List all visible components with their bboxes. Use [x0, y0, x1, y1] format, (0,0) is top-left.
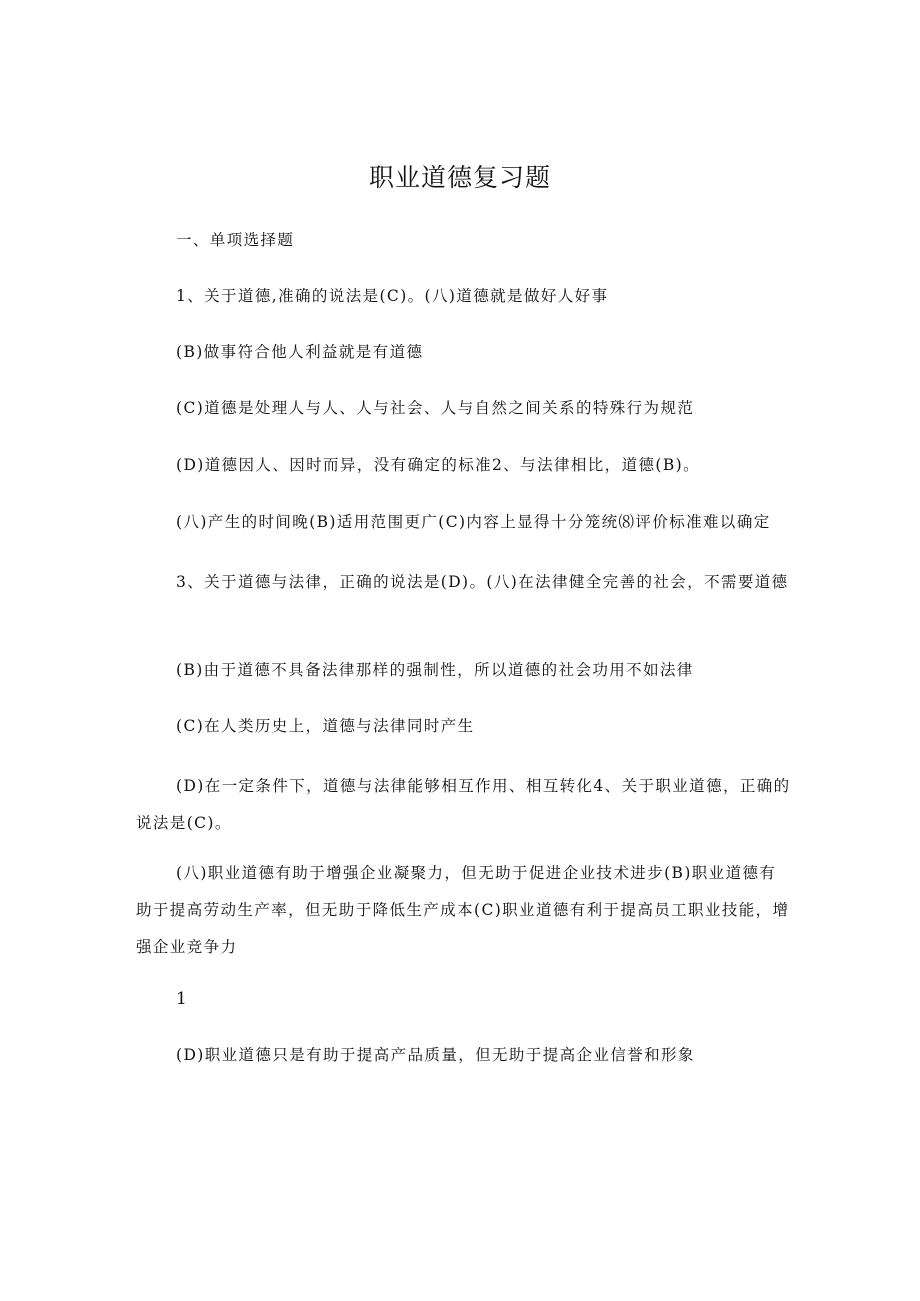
- question-3-option-b: (B)由于道德不具备法律那样的强制性，所以道德的社会功用不如法律: [176, 661, 694, 679]
- question-1-option-c: (C)道德是处理人与人、人与社会、人与自然之间关系的特殊行为规范: [176, 399, 695, 417]
- question-3-line: 3、关于道德与法律，正确的说法是(D)。(八)在法律健全完善的社会，不需要道德: [176, 573, 789, 591]
- question-3-option-c: (C)在人类历史上，道德与法律同时产生: [176, 717, 475, 735]
- question-4-option-d: (D)职业道德只是有助于提高产品质量，但无助于提高企业信誉和形象: [176, 1046, 695, 1064]
- section-heading: 一、单项选择题: [176, 231, 295, 249]
- question-1-line: 1、关于道德,准确的说法是(C)。(八)道德就是做好人好事: [176, 287, 609, 305]
- question-1-option-d-question-2: (D)道德因人、因时而异，没有确定的标准2、与法律相比，道德(B)。: [176, 456, 700, 474]
- question-1-option-b: (B)做事符合他人利益就是有道德: [176, 343, 424, 361]
- question-2-options: (八)产生的时间晚(B)适用范围更广(C)内容上显得十分笼统⑻评价标准难以确定: [176, 513, 771, 531]
- question-3-option-d-question-4: (D)在一定条件下，道德与法律能够相互作用、相互转化4、关于职业道德，正确的说法是(C)。: [136, 777, 791, 832]
- page-number: 1: [176, 989, 187, 1009]
- document-title: 职业道德复习题: [368, 163, 551, 192]
- question-4-options: (八)职业道德有助于增强企业凝聚力，但无助于促进企业技术进步(B)职业道德有助于提高劳动生产率，但无助于降低生产成本(C)职业道德有利于提高员工职业技能，增强企业竞争力: [136, 864, 790, 956]
